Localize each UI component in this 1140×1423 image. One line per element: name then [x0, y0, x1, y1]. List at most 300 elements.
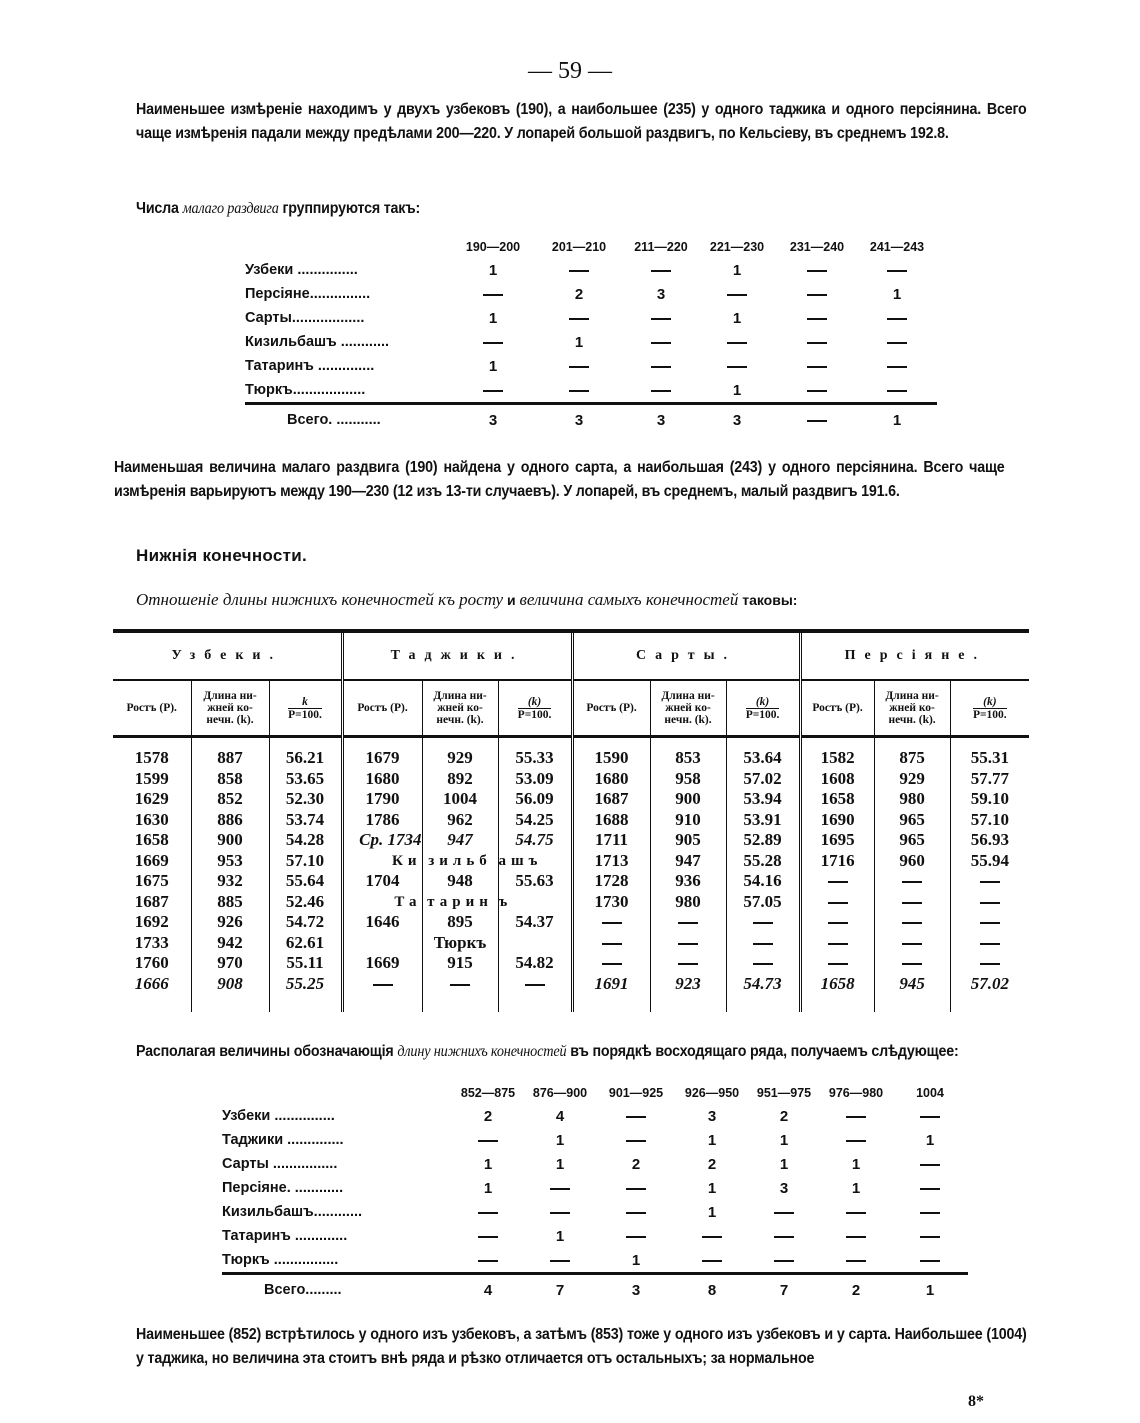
table-cell	[572, 933, 650, 954]
table-cell	[596, 1200, 676, 1224]
table-cell: 852	[191, 789, 269, 810]
table-row	[245, 378, 937, 404]
table-cell: 1666	[134, 973, 169, 993]
table-cell: 3	[533, 404, 625, 436]
table-cell	[533, 258, 625, 282]
dash-mark	[626, 1116, 646, 1118]
table-cell	[820, 1248, 892, 1274]
table-cell: 53.94	[726, 789, 800, 810]
small-spread-table	[245, 236, 937, 435]
paragraph-limb-length-intro	[136, 1040, 1027, 1064]
table-cell: 1658	[134, 830, 169, 850]
table-row	[113, 912, 1029, 933]
table-cell: 900	[650, 789, 726, 810]
row-label: Узбеки ...............	[222, 1108, 335, 1124]
dash-mark	[980, 902, 1000, 904]
dash-mark	[920, 1188, 940, 1190]
column-header: 901—925	[608, 1086, 664, 1100]
table-cell	[857, 258, 937, 282]
table-cell: 1590	[572, 737, 650, 769]
table-row	[222, 1200, 968, 1224]
table-cell: 4	[555, 1107, 565, 1125]
text-run: таковы:	[738, 592, 798, 608]
table-cell	[697, 354, 777, 378]
dash-mark	[651, 270, 671, 272]
table-cell	[800, 871, 874, 892]
table-cell: 905	[650, 830, 726, 851]
dash-mark	[569, 390, 589, 392]
column-header: 926—950	[684, 1086, 740, 1100]
row-label: Тюркъ..................	[245, 382, 366, 398]
table-cell: 56.21	[269, 737, 342, 769]
table-cell: ашъ	[498, 851, 572, 872]
dash-mark	[569, 366, 589, 368]
dash-mark	[980, 922, 1000, 924]
dash-mark	[828, 943, 848, 945]
group-header-sarts: Сарты.	[572, 631, 800, 680]
table-cell: 947	[650, 851, 726, 872]
dash-mark	[651, 390, 671, 392]
table-cell: Ср. 1734	[342, 830, 422, 851]
row-label: Персіяне...............	[245, 286, 371, 302]
dash-mark	[920, 1236, 940, 1238]
table-cell: 1733	[134, 932, 169, 952]
table-cell: 1	[779, 1131, 789, 1149]
table-row	[113, 953, 1029, 974]
table-cell: 59.10	[950, 789, 1029, 810]
table-cell	[874, 892, 950, 913]
table-row	[113, 974, 1029, 1012]
table-cell: 55.33	[498, 737, 572, 769]
table-cell: 1687	[134, 891, 169, 911]
dash-mark	[846, 1140, 866, 1142]
table-cell: 1	[732, 381, 742, 399]
table-cell: 1630	[134, 809, 169, 829]
table-cell: 1711	[572, 830, 650, 851]
table-cell: 1	[732, 309, 742, 327]
table-cell	[777, 282, 857, 306]
table-cell: 965	[874, 830, 950, 851]
dash-mark	[626, 1212, 646, 1214]
table-cell: 3	[625, 404, 697, 436]
corner-cell	[245, 236, 453, 258]
table-cell	[726, 953, 800, 974]
table-cell: 980	[874, 789, 950, 810]
table-cell: 57.10	[269, 851, 342, 872]
table-cell: 57.02	[726, 769, 800, 790]
table-cell	[874, 933, 950, 954]
table-cell: 948	[422, 871, 498, 892]
table-cell: 55.94	[950, 851, 1029, 872]
dash-mark	[478, 1212, 498, 1214]
table-cell: 1695	[800, 830, 874, 851]
paragraph-limb-length-summary: Наименьшее (852) встрѣтилось у одного изъ узбековъ, а затѣмъ (853) тоже у одного изъ узбековъ и у сарта. Наибольшее (1004) у таджика, но величина эта стоитъ внѣ ряда и рѣзко отличается отъ остальныхъ; за нормальное	[136, 1326, 1027, 1367]
table-cell	[820, 1128, 892, 1152]
table-cell: 3	[707, 1107, 717, 1125]
dash-mark	[626, 1236, 646, 1238]
row-label: Тюркъ ................	[222, 1252, 339, 1268]
dash-mark	[678, 943, 698, 945]
column-header: 190—200	[465, 240, 521, 254]
ratio-denominator: P=100.	[972, 708, 1007, 721]
header-length-label: жней ко-	[207, 702, 253, 714]
ratio-numerator: (k)	[973, 696, 1007, 709]
table-cell: 2	[631, 1155, 641, 1173]
table-header-row	[245, 236, 937, 258]
column-header: 1004	[916, 1086, 944, 1100]
table-cell: 1730	[572, 892, 650, 913]
table-cell: 57.10	[950, 810, 1029, 831]
table-cell	[572, 953, 650, 974]
table-cell: 53.09	[498, 769, 572, 790]
table-cell	[524, 1200, 596, 1224]
text-run: группируются такъ:	[278, 200, 421, 217]
header-length-label: Длина ни-	[661, 690, 715, 702]
dash-mark	[550, 1188, 570, 1190]
total-row	[245, 404, 937, 436]
subheader-ratio	[498, 680, 572, 737]
table-cell: 1716	[800, 851, 874, 872]
table-cell	[857, 306, 937, 330]
dash-mark	[774, 1212, 794, 1214]
table-cell: 53.65	[269, 769, 342, 790]
table-cell	[800, 953, 874, 974]
table-cell: 3	[779, 1179, 789, 1197]
table-cell	[533, 354, 625, 378]
column-header: 211—220	[634, 240, 688, 254]
paragraph-small-spread-summary: Наименьшая величина малаго раздвига (190) найдена у одного сарта, а наибольшая (243) у одного персіянина. Всего чаще измѣренія варьируютъ между 190—230 (12 изъ 13-ти случаевъ). У лопарей, въ среднемъ, малый раздвигъ 191.6.	[114, 459, 1005, 500]
table-cell	[777, 306, 857, 330]
subheader-height	[800, 680, 874, 737]
dash-mark	[807, 390, 827, 392]
table-row	[113, 769, 1029, 790]
group-header-persians: Персіяне.	[800, 631, 1029, 680]
table-cell	[950, 912, 1029, 933]
table-cell: 55.25	[269, 974, 342, 1012]
table-cell: 875	[874, 737, 950, 769]
text-run: Числа	[136, 200, 183, 217]
column-header: 976—980	[828, 1086, 884, 1100]
dash-mark	[902, 902, 922, 904]
table-cell: 52.89	[726, 830, 800, 851]
table-cell: 2	[820, 1274, 892, 1306]
row-label: Всего.........	[222, 1274, 452, 1306]
dash-mark	[846, 1260, 866, 1262]
table-cell	[422, 974, 498, 1012]
dash-mark	[902, 922, 922, 924]
table-row	[222, 1152, 968, 1176]
table-cell	[572, 912, 650, 933]
dash-mark	[602, 963, 622, 965]
table-cell: 1	[732, 261, 742, 279]
group-header-tajiks: Таджики.	[342, 631, 572, 680]
dash-mark	[727, 366, 747, 368]
ratio-numerator: (k)	[518, 696, 552, 709]
table-cell: 908	[191, 974, 269, 1012]
column-header: 231—240	[789, 240, 845, 254]
subheader-ratio	[726, 680, 800, 737]
table-cell: 1680	[342, 769, 422, 790]
table-cell: 2	[483, 1107, 493, 1125]
subheader-height	[113, 680, 191, 737]
table-cell: 923	[650, 974, 726, 1012]
dash-mark	[887, 342, 907, 344]
table-cell: 958	[650, 769, 726, 790]
dash-mark	[887, 390, 907, 392]
table-cell: 1	[488, 309, 498, 327]
table-row	[113, 933, 1029, 954]
table-cell: 54.72	[269, 912, 342, 933]
table-cell: 57.77	[950, 769, 1029, 790]
table-cell: Тюркъ	[422, 933, 498, 954]
table-row	[245, 354, 937, 378]
dash-mark	[550, 1260, 570, 1262]
dash-mark	[828, 963, 848, 965]
signature-mark: 8*	[968, 1393, 984, 1410]
table-cell	[748, 1200, 820, 1224]
table-cell	[676, 1248, 748, 1274]
table-cell	[452, 1248, 524, 1274]
table-cell: 885	[191, 892, 269, 913]
table-cell	[777, 378, 857, 404]
row-label: Кизильбашъ ............	[245, 334, 390, 350]
table-cell: 7	[748, 1274, 820, 1306]
dash-mark	[846, 1236, 866, 1238]
table-cell	[892, 1248, 968, 1274]
table-cell: 1	[707, 1203, 717, 1221]
table-cell	[697, 330, 777, 354]
table-row	[113, 871, 1029, 892]
table-cell: 1	[851, 1155, 861, 1173]
column-header: 201—210	[551, 240, 607, 254]
ratio-denominator: P=100.	[288, 708, 322, 721]
table-cell	[453, 330, 533, 354]
paragraph-small-spread-intro	[136, 197, 955, 221]
table-row	[222, 1104, 968, 1128]
table-cell: 3	[596, 1274, 676, 1306]
text-run: Располагая величины обозначающія	[136, 1043, 398, 1060]
table-cell: 1608	[800, 769, 874, 790]
table-cell	[533, 306, 625, 330]
dash-mark	[702, 1236, 722, 1238]
table-cell: 3	[697, 404, 777, 436]
dash-mark	[807, 270, 827, 272]
table-cell: 1	[892, 285, 902, 303]
subheader-row	[113, 680, 1029, 737]
table-cell: 965	[874, 810, 950, 831]
italic-term: длину нижнихъ конечностей	[397, 1043, 567, 1060]
table-cell: 53.74	[269, 810, 342, 831]
header-length-label: Длина ни-	[433, 690, 487, 702]
table-cell: 1	[483, 1155, 493, 1173]
table-cell: 945	[874, 974, 950, 1012]
header-height-label: Ростъ (P).	[586, 702, 637, 714]
table-cell	[748, 1224, 820, 1248]
table-row	[113, 789, 1029, 810]
table-row	[222, 1224, 968, 1248]
dash-mark	[651, 366, 671, 368]
table-cell	[498, 974, 572, 1012]
group-header-uzbeks: Узбеки.	[113, 631, 342, 680]
italic-term: Отношеніе длины нижнихъ конечностей къ росту	[136, 590, 504, 609]
dash-mark	[569, 318, 589, 320]
dash-mark	[807, 318, 827, 320]
header-length-label: нечн. (k).	[888, 714, 936, 726]
dash-mark	[525, 984, 545, 986]
table-cell: 54.25	[498, 810, 572, 831]
table-cell: 53.91	[726, 810, 800, 831]
dash-mark	[483, 342, 503, 344]
table-cell	[950, 871, 1029, 892]
table-cell: 915	[422, 953, 498, 974]
table-cell	[950, 892, 1029, 913]
header-length-label: жней ко-	[665, 702, 711, 714]
table-cell: 1004	[422, 789, 498, 810]
table-cell	[650, 933, 726, 954]
row-label: Персіяне. ............	[222, 1180, 344, 1196]
section-heading: Нижнія конечности.	[136, 546, 308, 565]
header-height-label: Ростъ (P).	[812, 702, 863, 714]
table-cell: 1669	[134, 850, 169, 870]
dash-mark	[651, 318, 671, 320]
table-cell: 1	[555, 1155, 565, 1173]
row-label: Татаринъ ..............	[245, 358, 375, 374]
group-header-row	[113, 631, 1029, 680]
table-cell: 1728	[572, 871, 650, 892]
row-label: Всего. ...........	[245, 404, 453, 436]
dash-mark	[887, 366, 907, 368]
table-cell: 1	[707, 1179, 717, 1197]
table-cell: 892	[422, 769, 498, 790]
dash-mark	[846, 1212, 866, 1214]
ratio-numerator: k	[288, 696, 322, 709]
subheader-length	[874, 680, 950, 737]
dash-mark	[828, 902, 848, 904]
table-cell: 1	[925, 1131, 935, 1149]
table-cell	[452, 1200, 524, 1224]
dash-mark	[727, 342, 747, 344]
row-label: Сарты..................	[245, 310, 365, 326]
table-cell: 895	[422, 912, 498, 933]
table-cell: 57.05	[726, 892, 800, 913]
dash-mark	[920, 1212, 940, 1214]
table-cell: 1	[483, 1179, 493, 1197]
row-label: Узбеки ...............	[245, 262, 358, 278]
dash-mark	[980, 881, 1000, 883]
paragraph-large-spread: Наименьшее измѣреніе находимъ у двухъ узбековъ (190), а наибольшее (235) у одного таджика и одного персіянина. Всего чаще измѣренія падали между предѣлами 200—220. У лопарей большой раздвигъ, по Кельсіеву, въ среднемъ 192.8.	[136, 101, 1027, 142]
header-height-label: Ростъ (P).	[126, 702, 177, 714]
table-cell: 1	[857, 404, 937, 436]
dash-mark	[846, 1116, 866, 1118]
table-cell	[498, 933, 572, 954]
dash-mark	[902, 963, 922, 965]
table-cell: 910	[650, 810, 726, 831]
table-cell: 3	[656, 285, 666, 303]
table-cell: 960	[874, 851, 950, 872]
table-cell: 7	[524, 1274, 596, 1306]
dash-mark	[626, 1188, 646, 1190]
table-cell	[892, 1200, 968, 1224]
dash-mark	[980, 963, 1000, 965]
table-cell: 947	[422, 830, 498, 851]
dash-mark	[753, 922, 773, 924]
table-cell	[625, 330, 697, 354]
table-cell: 2	[707, 1155, 717, 1173]
dash-mark	[920, 1164, 940, 1166]
table-row	[113, 830, 1029, 851]
dash-mark	[774, 1236, 794, 1238]
table-cell	[452, 1224, 524, 1248]
dash-mark	[753, 963, 773, 965]
table-cell: 54.73	[726, 974, 800, 1012]
table-cell: 1	[779, 1155, 789, 1173]
table-cell: 54.16	[726, 871, 800, 892]
dash-mark	[483, 294, 503, 296]
table-cell	[800, 933, 874, 954]
table-cell	[857, 330, 937, 354]
table-cell	[453, 282, 533, 306]
table-cell: 1692	[134, 912, 169, 932]
subheader-height	[572, 680, 650, 737]
table-cell: Ки	[342, 851, 422, 872]
dash-mark	[774, 1260, 794, 1262]
dash-mark	[828, 881, 848, 883]
dash-mark	[569, 270, 589, 272]
table-cell	[650, 953, 726, 974]
column-header: 852—875	[460, 1086, 516, 1100]
table-row	[113, 851, 1029, 872]
table-cell	[874, 871, 950, 892]
ratio-fraction	[973, 696, 1007, 721]
table-cell	[777, 258, 857, 282]
table-cell	[726, 912, 800, 933]
table-cell: тарин	[422, 892, 498, 913]
table-cell	[748, 1248, 820, 1274]
table-cell: 900	[191, 830, 269, 851]
row-label: Татаринъ .............	[222, 1228, 348, 1244]
table-cell: 980	[650, 892, 726, 913]
table-cell: 858	[191, 769, 269, 790]
header-length-label: нечн. (k).	[664, 714, 712, 726]
table-cell	[697, 282, 777, 306]
dash-mark	[807, 294, 827, 296]
table-cell	[650, 912, 726, 933]
dash-mark	[602, 922, 622, 924]
ratio-fraction	[518, 696, 552, 721]
table-cell: 1	[488, 357, 498, 375]
dash-mark	[678, 963, 698, 965]
table-cell: 1688	[572, 810, 650, 831]
table-cell	[950, 933, 1029, 954]
table-cell: 55.63	[498, 871, 572, 892]
table-cell	[596, 1104, 676, 1128]
dash-mark	[550, 1212, 570, 1214]
table-cell: 54.82	[498, 953, 572, 974]
table-cell	[524, 1248, 596, 1274]
italic-term: малаго раздвига	[182, 200, 279, 217]
table-cell	[892, 1176, 968, 1200]
dash-mark	[920, 1260, 940, 1262]
table-cell	[950, 953, 1029, 974]
column-header: 876—900	[532, 1086, 588, 1100]
table-cell: 942	[191, 933, 269, 954]
table-cell: ъ	[498, 892, 572, 913]
table-cell	[874, 912, 950, 933]
dash-mark	[887, 318, 907, 320]
dash-mark	[626, 1140, 646, 1142]
dash-mark	[902, 943, 922, 945]
column-header: 951—975	[756, 1086, 812, 1100]
